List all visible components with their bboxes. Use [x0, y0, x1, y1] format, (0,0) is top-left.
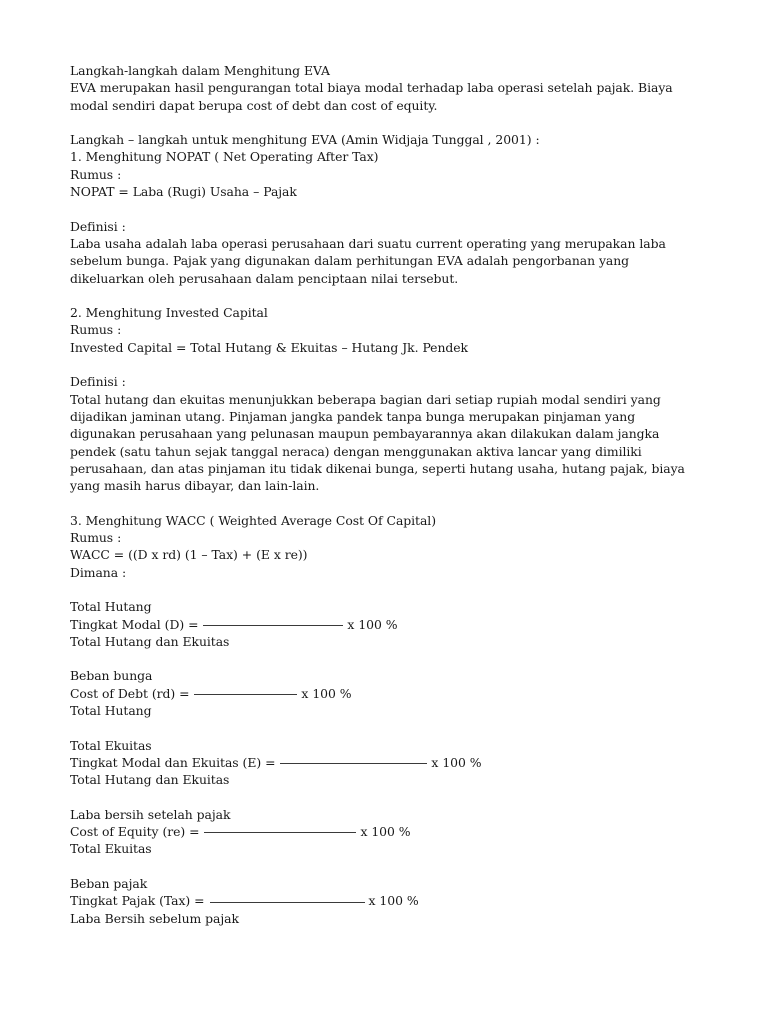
spacer [70, 788, 697, 805]
step2-heading: 2. Menghitung Invested Capital [70, 305, 268, 321]
fraction-bar [204, 832, 356, 833]
formula-tingkat-modal [70, 598, 697, 650]
formula-denominator: Laba Bersih sebelum pajak [70, 910, 239, 926]
spacer [70, 650, 697, 667]
formula-numerator: Laba bersih setelah pajak [70, 806, 231, 822]
formula-left-label: Cost of Debt (rd) = [70, 685, 190, 701]
step2-definisi-label: Definisi : [70, 374, 126, 390]
formula-tingkat-modal-ekuitas [70, 737, 697, 789]
formula-multiplier: x 100 % [431, 754, 482, 770]
document-body [70, 62, 697, 927]
intro-paragraph: EVA merupakan hasil pengurangan total biaya modal terhadap laba operasi setelah pajak. Biaya modal sendiri dapat berupa cost of debt dan cost of equity. [70, 80, 673, 113]
step3-rumus: WACC = ((D x rd) (1 – Tax) + (E x re)) [70, 547, 308, 563]
formula-multiplier: x 100 % [301, 685, 352, 701]
step3-heading: 3. Menghitung WACC ( Weighted Average Cost Of Capital) [70, 512, 436, 528]
formula-multiplier: x 100 % [360, 824, 411, 840]
formula-cost-of-equity [70, 806, 697, 858]
formula-denominator: Total Hutang dan Ekuitas [70, 633, 230, 649]
formula-numerator: Beban bunga [70, 668, 153, 684]
formula-midline [70, 823, 697, 840]
formula-left-label: Cost of Equity (re) = [70, 824, 200, 840]
spacer [70, 494, 697, 511]
step3-rumus-label: Rumus : [70, 530, 122, 546]
spacer [70, 114, 697, 131]
step3-dimana-label: Dimana : [70, 564, 127, 580]
spacer [70, 581, 697, 598]
spacer [70, 287, 697, 304]
step2-definisi: Total hutang dan ekuitas menunjukkan beberapa bagian dari setiap rupiah modal sendiri yang dijadikan jaminan utang. Pinjaman jangka pandek tanpa bunga merupakan pinjaman yang digunakan perusahaan yang pelunasan maupun pembayarannya akan dilakukan dalam jangka pendek (satu tahun sejak tanggal neraca) dengan menggunakan aktiva lancar yang dimiliki perusahaan, dan atas pinjaman itu tidak dikenai bunga, seperti hutang usaha, hutang pajak, biaya yang masih harus dibayar, dan lain-lain. [70, 391, 685, 494]
step1-definisi-label: Definisi : [70, 218, 126, 234]
step1-rumus: NOPAT = Laba (Rugi) Usaha – Pajak [70, 184, 297, 200]
spacer [70, 719, 697, 736]
formula-denominator: Total Hutang [70, 702, 152, 718]
step1-rumus-label: Rumus : [70, 166, 122, 182]
step2-rumus: Invested Capital = Total Hutang & Ekuitas – Hutang Jk. Pendek [70, 339, 468, 355]
formula-numerator: Beban pajak [70, 875, 148, 891]
formula-numerator: Total Ekuitas [70, 737, 152, 753]
steps-intro: Langkah – langkah untuk menghitung EVA (Amin Widjaja Tunggal , 2001) : [70, 132, 540, 148]
formula-left-label: Tingkat Modal (D) = [70, 616, 199, 632]
formula-midline [70, 892, 697, 909]
document-title: Langkah-langkah dalam Menghitung EVA [70, 63, 330, 78]
fraction-bar [203, 625, 343, 626]
spacer [70, 858, 697, 875]
formula-denominator: Total Ekuitas [70, 841, 152, 857]
formula-multiplier: x 100 % [368, 893, 419, 909]
formula-left-label: Tingkat Pajak (Tax) = [70, 893, 205, 909]
step2-rumus-label: Rumus : [70, 322, 122, 338]
fraction-bar [280, 763, 427, 764]
formula-midline [70, 616, 697, 633]
spacer [70, 356, 697, 373]
formula-denominator: Total Hutang dan Ekuitas [70, 772, 230, 788]
formula-left-label: Tingkat Modal dan Ekuitas (E) = [70, 754, 276, 770]
formula-multiplier: x 100 % [347, 616, 398, 632]
spacer [70, 200, 697, 217]
formula-midline [70, 685, 697, 702]
step1-definisi: Laba usaha adalah laba operasi perusahaan dari suatu current operating yang merupakan laba sebelum bunga. Pajak yang digunakan dalam perhitungan EVA adalah pengorbanan yang dikeluarkan oleh perusahaan dalam penciptaan nilai tersebut. [70, 235, 666, 286]
formula-cost-of-debt [70, 667, 697, 719]
fraction-bar [210, 902, 365, 903]
formula-tingkat-pajak [70, 875, 697, 927]
fraction-bar [194, 694, 297, 695]
formula-numerator: Total Hutang [70, 599, 152, 615]
formula-midline [70, 754, 697, 771]
step1-heading: 1. Menghitung NOPAT ( Net Operating After Tax) [70, 149, 379, 165]
